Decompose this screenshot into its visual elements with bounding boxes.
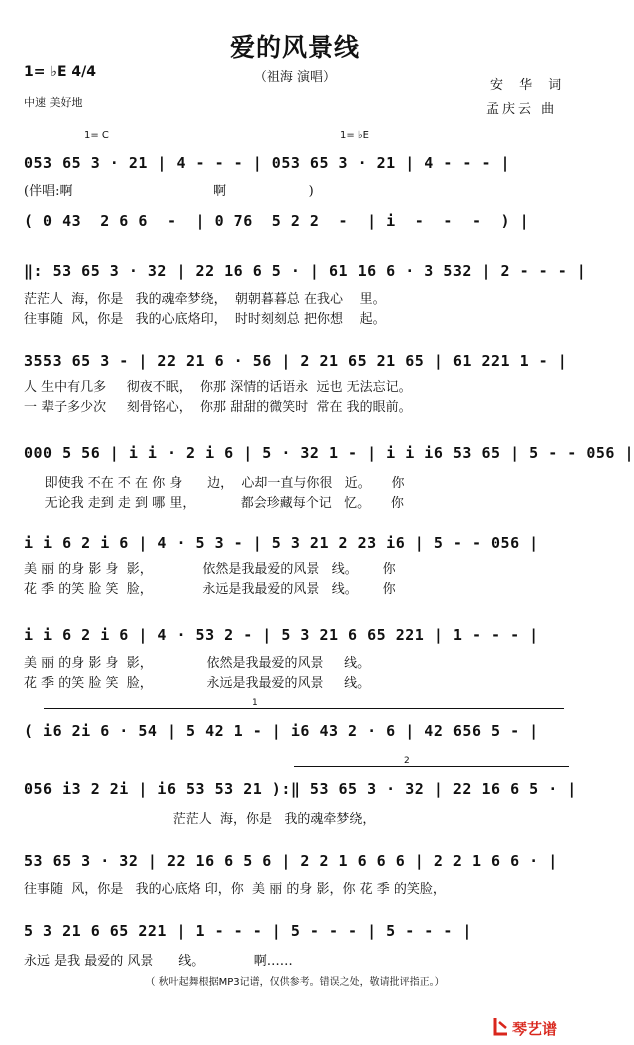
lyric-line: 美 丽 的身 影 身 影， 依然是我最爱的风景 线。 你 <box>24 562 396 577</box>
notation-line: 3553 65 3 - | 22 21 6 · 56 | 2 21 65 21 65 | 61 221 1 - | <box>24 352 568 370</box>
key-change-mark: 1= C <box>84 130 109 141</box>
song-subtitle: （祖海 演唱） <box>253 70 337 85</box>
notation-line: 53 65 3 · 32 | 22 16 6 5 6 | 2 2 1 6 6 6 | 2 2 1 6 6 · | <box>24 852 558 870</box>
notation-line: 053 65 3 · 21 | 4 - - - | 053 65 3 · 21 | 4 - - - | <box>24 154 511 172</box>
tempo-marking: 中速 美好地 <box>24 96 83 109</box>
lyric-line: 花 季 的笑 脸 笑 脸， 永远是我最爱的风景 线。 你 <box>24 582 396 597</box>
key-change-mark: 1= ♭E <box>340 130 369 141</box>
notation-line: 056 i3 2 2i | i6 53 53 21 ):‖ 53 65 3 · 32 | 22 16 6 5 · | <box>24 780 577 798</box>
lyric-line: 往事随 风，你是 我的心底烙印， 时时刻刻总 把你想 起。 <box>24 312 386 327</box>
notation-line: ‖: 53 65 3 · 32 | 22 16 6 5 · | 61 16 6 · 3 532 | 2 - - - | <box>24 262 587 280</box>
lyric-line: 永远 是我 最爱的 风景 线。 啊…… <box>24 954 293 969</box>
volta-number: 2 <box>404 756 410 766</box>
notation-line: i i 6 2 i 6 | 4 · 5 3 - | 5 3 21 2 23 i6 | 5 - - 056 | <box>24 534 539 552</box>
volta-bracket-1 <box>44 698 564 716</box>
lyric-line: 茫茫人 海，你是 我的魂牵梦绕， 朝朝暮暮总 在我心 里。 <box>24 292 386 307</box>
logo-icon <box>492 1016 510 1036</box>
notation-line: ( 0 43 2 6 6 - | 0 76 5 2 2 - | i - - - ) | <box>24 212 530 230</box>
lyric-line: 美 丽 的身 影 身 影， 依然是我最爱的风景 线。 <box>24 656 371 671</box>
lyric-line: 花 季 的笑 脸 笑 脸， 永远是我最爱的风景 线。 <box>24 676 371 691</box>
site-logo: 琴艺谱 <box>512 1020 558 1038</box>
key-signature: 1= ♭E 4/4 <box>24 64 96 80</box>
lyric-line: 往事随 风，你是 我的心底烙 印，你 美 丽 的身 影，你 花 季 的笑脸， <box>24 882 446 897</box>
lyric-line: 一 辈子多少次 刻骨铭心， 你那 甜甜的微笑时 常在 我的眼前。 <box>24 400 412 415</box>
lyric-line: 即使我 不在 不 在 你 身 边， 心却一直与你很 近。 你 <box>24 476 405 491</box>
lyric-line: 无论我 走到 走 到 哪 里， 都会珍藏每个记 忆。 你 <box>24 496 404 511</box>
notation-line: i i 6 2 i 6 | 4 · 53 2 - | 5 3 21 6 65 221 | 1 - - - | <box>24 626 539 644</box>
notation-line: 5 3 21 6 65 221 | 1 - - - | 5 - - - | 5 - - - | <box>24 922 472 940</box>
lyric-line: 茫茫人 海，你是 我的魂牵梦绕， <box>24 812 376 827</box>
song-title: 爱的风景线 <box>229 33 360 62</box>
volta-number: 1 <box>252 698 258 708</box>
transcription-note: （ 秋叶起舞根据MP3记谱，仅供参考。错误之处，敬请批评指正。） <box>145 977 445 988</box>
composer-credit: 孟庆云 曲 <box>486 102 558 117</box>
lyric-line: (伴唱:啊 啊 ) <box>24 184 314 199</box>
notation-line: ( i6 2i 6 · 54 | 5 42 1 - | i6 43 2 · 6 | 42 656 5 - | <box>24 722 539 740</box>
notation-line: 000 5 56 | i i · 2 i 6 | 5 · 32 1 - | i i i6 53 65 | 5 - - 056 | <box>24 444 634 462</box>
lyricist-credit: 安 华 词 <box>490 78 568 93</box>
volta-bracket-2 <box>294 756 569 774</box>
lyric-line: 人 生中有几多 彻夜不眠， 你那 深情的话语永 远也 无法忘记。 <box>24 380 412 395</box>
